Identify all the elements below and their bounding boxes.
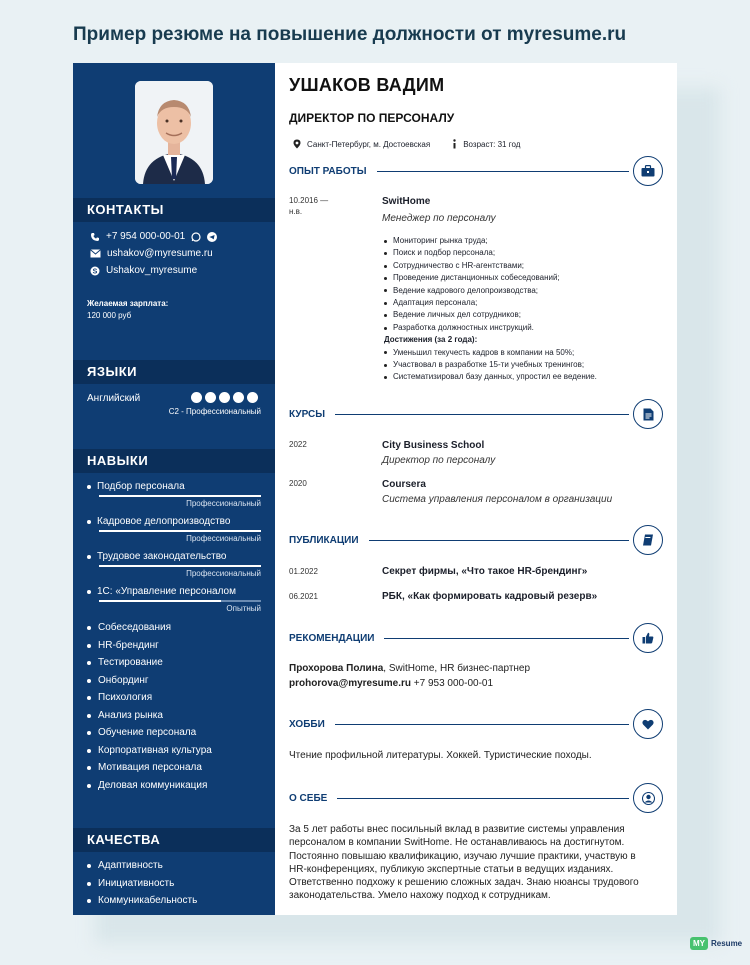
publications-heading: ПУБЛИКАЦИИ	[289, 534, 359, 546]
list-item: Систематизировал базу данных, упростил ее ведение.	[384, 371, 597, 383]
courses-heading: КУРСЫ	[289, 408, 326, 420]
skill-item: Корпоративная культура	[87, 745, 212, 756]
rated-skill	[87, 516, 261, 543]
skill-bar	[99, 530, 261, 532]
user-icon	[633, 783, 663, 813]
job-role: Менеджер по персоналу	[382, 213, 496, 224]
thumbs-up-icon	[633, 623, 663, 653]
phone-number[interactable]: +7 954 000-00-01	[106, 231, 186, 242]
list-item: Адаптация персонала;	[384, 297, 597, 309]
skill-level: Опытный	[226, 604, 261, 613]
skill-name: Трудовое законодательство	[97, 551, 227, 562]
email-row	[90, 248, 213, 259]
skype-row	[90, 265, 197, 276]
about-section-header	[289, 783, 663, 813]
rating-dot	[233, 392, 244, 403]
telegram-icon[interactable]	[207, 232, 217, 242]
skill-name: Подбор персонала	[97, 481, 185, 492]
language-rating	[191, 392, 258, 403]
brand-tag: MY	[690, 937, 708, 950]
recommendations-heading: РЕКОМЕНДАЦИИ	[289, 632, 375, 644]
resume-sheet	[73, 63, 677, 915]
recommender-phone[interactable]: +7 953 000-00-01	[411, 678, 494, 689]
list-item: Ведение кадрового делопроизводства;	[384, 285, 597, 297]
candidate-name: УШАКОВ ВАДИМ	[289, 75, 445, 95]
rating-dot	[191, 392, 202, 403]
list-item: Уменьшил текучесть кадров в компании на 50%;	[384, 347, 597, 359]
whatsapp-icon[interactable]	[191, 232, 201, 242]
language-name: Английский	[87, 393, 141, 404]
skill-level: Профессиональный	[186, 499, 261, 508]
course-title: Директор по персоналу	[382, 455, 496, 466]
recommender-name: Прохорова Полина	[289, 663, 384, 674]
experience-date-to: н.в.	[289, 207, 303, 216]
info-icon	[452, 139, 457, 149]
hobbies-text: Чтение профильной литературы. Хоккей. Туристические походы.	[289, 750, 592, 761]
salary-value: 120 000 руб	[87, 311, 132, 320]
phone-icon	[90, 232, 100, 242]
course-year: 2020	[289, 479, 307, 488]
course-org: City Business School	[382, 440, 485, 451]
skill-name: Кадровое делопроизводство	[97, 516, 231, 527]
skill-name: 1С: «Управление персоналом	[97, 586, 236, 597]
desired-position: ДИРЕКТОР ПО ПЕРСОНАЛУ	[289, 111, 455, 125]
age-text: Возраст: 31 год	[463, 139, 521, 149]
course-org: Coursera	[382, 479, 426, 490]
salary-label: Желаемая зарплата:	[87, 299, 169, 308]
experience-section-header	[289, 156, 663, 186]
recommender-line	[289, 663, 530, 674]
skill-item: Собеседования	[87, 622, 171, 633]
skills-heading: НАВЫКИ	[73, 449, 275, 473]
skill-bar	[99, 565, 261, 567]
brand-name: Resume	[711, 939, 743, 948]
skill-item: Психология	[87, 692, 152, 703]
rating-dot	[205, 392, 216, 403]
publication-date: 06.2021	[289, 592, 318, 601]
skill-item: Деловая коммуникация	[87, 780, 207, 791]
experience-date-from: 10.2016 —	[289, 196, 329, 205]
recommender-email[interactable]: prohorova@myresume.ru	[289, 678, 412, 689]
experience-heading: ОПЫТ РАБОТЫ	[289, 165, 367, 177]
publication-date: 01.2022	[289, 567, 318, 576]
skill-item: Тестирование	[87, 657, 163, 668]
briefcase-icon	[633, 156, 663, 186]
skill-level: Профессиональный	[186, 534, 261, 543]
rating-dot	[219, 392, 230, 403]
course-year: 2022	[289, 440, 307, 449]
recommendations-section-header	[289, 623, 663, 653]
skill-item: Онбординг	[87, 675, 149, 686]
skype-icon	[90, 266, 100, 276]
list-item: Ведение личных дел сотрудников;	[384, 309, 597, 321]
list-item: Участвовал в разработке 15-ти учебных тренингов;	[384, 359, 597, 371]
quality-item: Инициативность	[87, 878, 174, 889]
skill-bar	[99, 495, 261, 497]
document-icon	[633, 399, 663, 429]
publications-section-header	[289, 525, 663, 555]
course-title: Система управления персоналом в организации	[382, 494, 613, 505]
page-title: Пример резюме на повышение должности от myresume.ru	[73, 24, 627, 45]
hobbies-section-header	[289, 709, 663, 739]
list-item: Мониторинг рынка труда;	[384, 235, 597, 247]
about-text: За 5 лет работы внес посильный вклад в развитие системы управления персоналом в компании SwitHome. Не останавливаюсь на достигнутом. Постоянно повышаю квалификацию, изучаю лучшие практики, участвую в HR-конференциях, публикую экспертные статьи в ведущих изданиях. Ответственно подхожу к решению сложных задач. Знаю нюансы трудового законодательства. Умело нахожу подход к сотрудникам.	[289, 824, 639, 902]
skill-item: Анализ рынка	[87, 710, 163, 721]
languages-heading: ЯЗЫКИ	[73, 360, 275, 384]
phone-row	[90, 231, 217, 242]
skill-bar	[99, 600, 261, 602]
brand-logo	[690, 937, 742, 950]
skill-item: Обучение персонала	[87, 727, 196, 738]
qualities-heading: КАЧЕСТВА	[73, 828, 275, 852]
contacts-heading: КОНТАКТЫ	[73, 198, 275, 222]
company-name: SwitHome	[382, 196, 431, 207]
profile-photo	[135, 81, 213, 184]
heart-icon	[633, 709, 663, 739]
skill-item: HR-брендинг	[87, 640, 159, 651]
skype-handle[interactable]: Ushakov_myresume	[106, 265, 198, 276]
list-item: Проведение дистанционных собеседований;	[384, 272, 597, 284]
mail-icon	[90, 249, 101, 258]
rated-skill	[87, 551, 261, 578]
hobbies-heading: ХОББИ	[289, 718, 325, 730]
recommender-contacts	[289, 678, 493, 689]
skill-level: Профессиональный	[186, 569, 261, 578]
main-content	[275, 63, 677, 915]
rating-dot	[247, 392, 258, 403]
language-level: C2 - Профессиональный	[168, 407, 261, 416]
list-item: Поиск и подбор персонала;	[384, 247, 597, 259]
location-text: Санкт-Петербург, м. Достоевская	[307, 139, 431, 149]
about-heading: О СЕБЕ	[289, 792, 328, 804]
publication-title: Секрет фирмы, «Что такое HR-брендинг»	[382, 566, 588, 577]
list-item: Разработка должностных инструкций.	[384, 322, 597, 334]
location-pin-icon	[293, 139, 301, 149]
quality-item: Адаптивность	[87, 860, 163, 871]
achievements-title: Достижения (за 2 года):	[384, 335, 478, 345]
list-item: Сотрудничество с HR-агентствами;	[384, 260, 597, 272]
rated-skill	[87, 586, 261, 613]
quality-item: Коммуникабельность	[87, 895, 197, 906]
recommender-details: , SwitHome, HR бизнес-партнер	[383, 663, 531, 674]
book-icon	[633, 525, 663, 555]
rated-skill	[87, 481, 261, 508]
meta-row	[293, 139, 520, 149]
sidebar	[73, 63, 275, 915]
courses-section-header	[289, 399, 663, 429]
publication-title: РБК, «Как формировать кадровый резерв»	[382, 591, 598, 602]
duties-list	[384, 235, 597, 384]
svg-text:S: S	[92, 268, 98, 275]
skill-item: Мотивация персонала	[87, 762, 202, 773]
email-link[interactable]: ushakov@myresume.ru	[107, 248, 213, 259]
